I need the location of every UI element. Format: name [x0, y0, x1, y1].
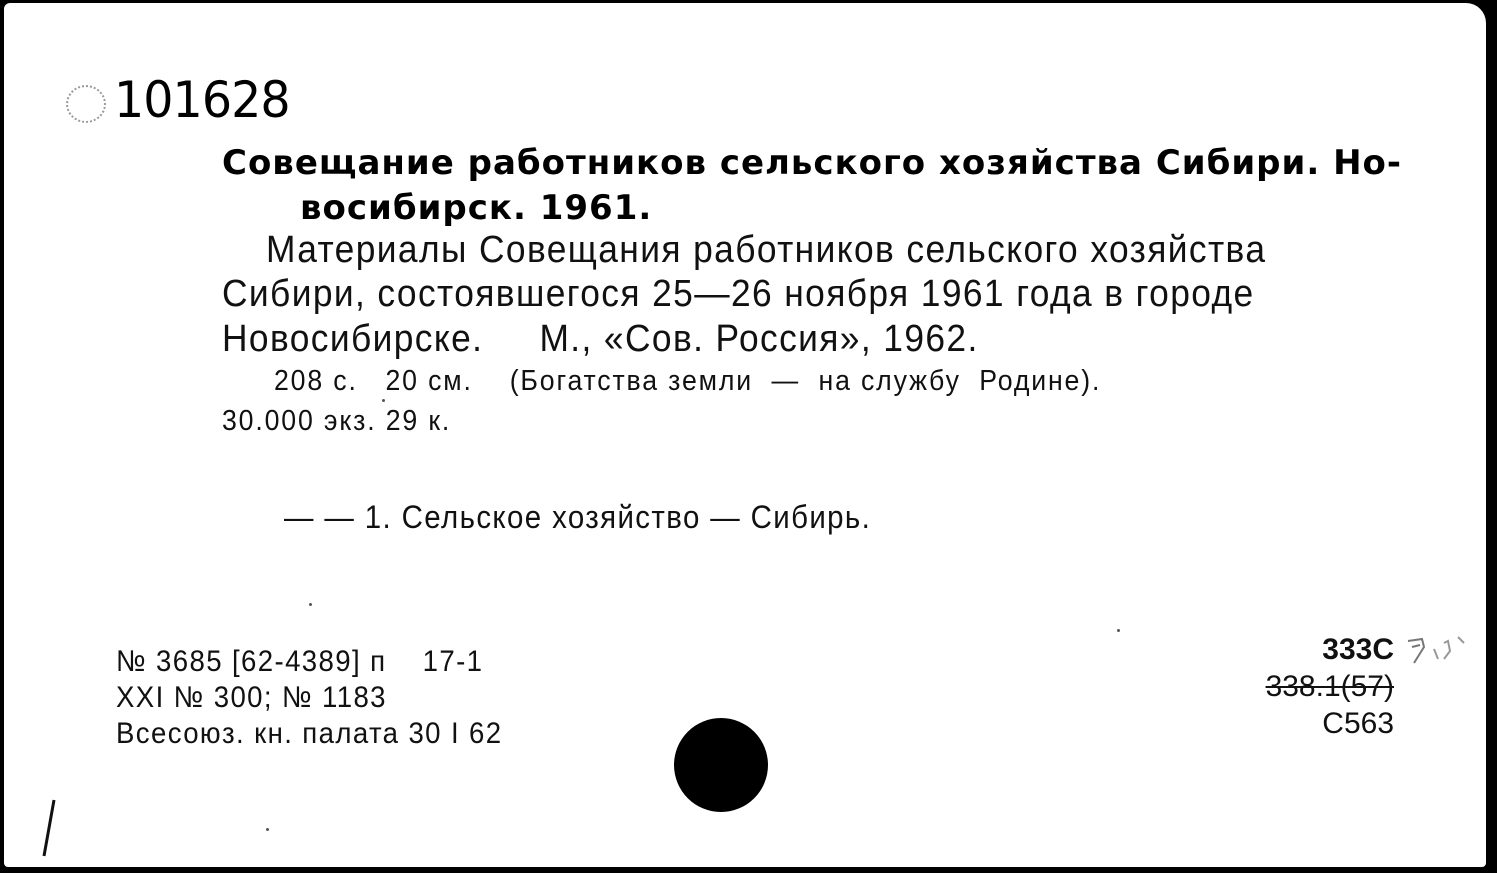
- stamp-icon: [1404, 633, 1470, 669]
- meta-line-3: Всесоюз. кн. палата 30 I 62: [116, 717, 503, 750]
- meta-line-1: № 3685 [62-4389] п 17-1: [116, 645, 484, 678]
- shelf-mark-line-1: 333С: [1322, 633, 1394, 666]
- subject-heading: — — 1. Сельское хозяйство — Сибирь.: [284, 499, 872, 535]
- physical-description-line-1: 208 с. 20 см. (Богатства земли — на службу Родине).: [274, 365, 1102, 397]
- shelf-mark-line-3: С563: [1322, 707, 1394, 740]
- heading-line-2: восибирск. 1961.: [300, 188, 653, 228]
- speck: [266, 828, 269, 831]
- meta-line-2: XXI № 300; № 1183: [116, 681, 387, 714]
- catalog-card: [4, 3, 1486, 867]
- speck: [1117, 629, 1120, 632]
- body-line-1: Материалы Совещания работников сельского хозяйства: [266, 229, 1267, 271]
- body-line-3: Новосибирске. М., «Сов. Россия», 1962.: [222, 318, 979, 360]
- punch-hole: [674, 718, 768, 812]
- heading-line-1: Совещание работников сельского хозяйства Сибири. Но-: [222, 143, 1403, 183]
- physical-description-line-2: 30.000 экз. 29 к.: [222, 405, 452, 437]
- speck: [309, 603, 312, 606]
- body-line-2: Сибири, состоявшегося 25—26 ноября 1961 года в городе: [222, 273, 1255, 315]
- handwritten-card-number: 101628: [114, 71, 290, 129]
- speck: [382, 399, 385, 402]
- shelf-mark-line-2: 338.1(57): [1265, 670, 1394, 703]
- faded-handwritten-mark: [66, 85, 106, 123]
- pencil-mark-icon: [34, 798, 64, 858]
